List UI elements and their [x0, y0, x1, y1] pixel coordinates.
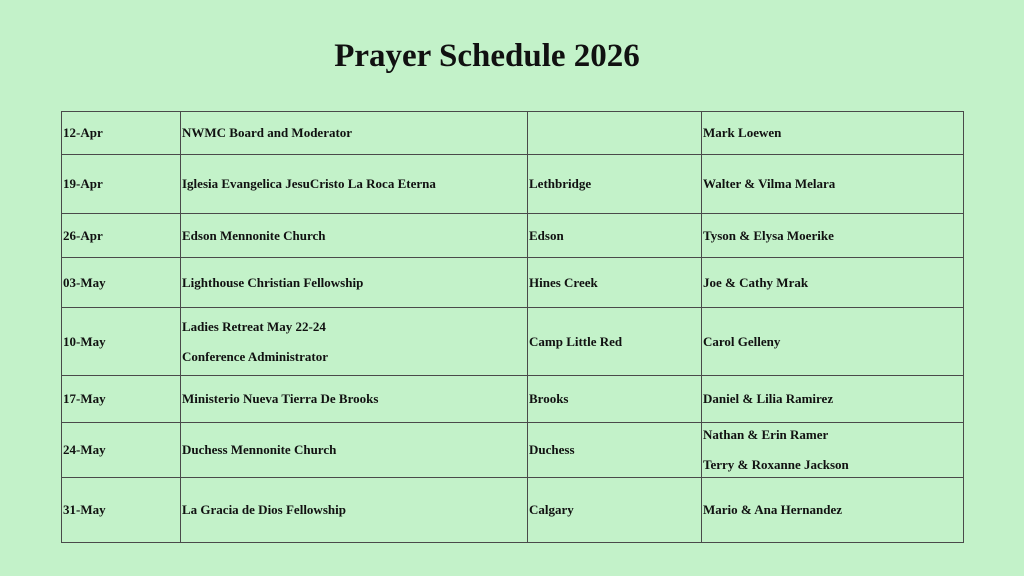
congregation-line: Conference Administrator	[182, 348, 328, 364]
table-row	[62, 423, 964, 478]
congregation-cell	[181, 308, 528, 376]
congregation-cell	[181, 214, 528, 258]
location-cell: Camp Little Red	[528, 308, 702, 376]
table-row	[62, 478, 964, 543]
table-row	[62, 308, 964, 376]
contact-line: Mark Loewen	[703, 125, 782, 140]
table-row	[62, 258, 964, 308]
date-cell: 24-May	[62, 423, 181, 478]
contact-cell	[702, 155, 964, 214]
location-cell: Brooks	[528, 376, 702, 423]
table-row	[62, 214, 964, 258]
contact-line: Carol Gelleny	[703, 333, 781, 349]
location-cell	[528, 112, 702, 155]
table-row	[62, 112, 964, 155]
table-row	[62, 155, 964, 214]
contact-line: Nathan & Erin Ramer	[703, 427, 829, 442]
date-cell: 10-May	[62, 308, 181, 376]
location-cell: Duchess	[528, 423, 702, 478]
contact-cell	[702, 214, 964, 258]
contact-line: Walter & Vilma Melara	[703, 176, 836, 191]
date-cell: 17-May	[62, 376, 181, 423]
contact-cell	[702, 258, 964, 308]
contact-line: Joe & Cathy Mrak	[703, 274, 809, 290]
congregation-line: Edson Mennonite Church	[182, 227, 326, 243]
congregation-line: Ministerio Nueva Tierra De Brooks	[182, 391, 379, 406]
date-cell: 26-Apr	[62, 214, 181, 258]
contact-line: Mario & Ana Hernandez	[703, 502, 843, 517]
congregation-cell	[181, 155, 528, 214]
location-cell: Lethbridge	[528, 155, 702, 214]
contact-line: Tyson & Elysa Moerike	[703, 227, 834, 243]
contact-cell	[702, 112, 964, 155]
congregation-line: Iglesia Evangelica JesuCristo La Roca Eterna	[182, 176, 436, 191]
congregation-cell	[181, 258, 528, 308]
congregation-cell	[181, 423, 528, 478]
contact-cell	[702, 376, 964, 423]
congregation-line: NWMC Board and Moderator	[182, 125, 353, 140]
date-cell: 12-Apr	[62, 112, 181, 155]
contact-cell	[702, 478, 964, 543]
page-title: Prayer Schedule 2026	[334, 38, 640, 74]
congregation-line: Duchess Mennonite Church	[182, 442, 337, 457]
contact-cell	[702, 308, 964, 376]
prayer-schedule-table	[61, 111, 964, 543]
congregation-line: Lighthouse Christian Fellowship	[182, 274, 364, 290]
date-cell: 03-May	[62, 258, 181, 308]
congregation-line: La Gracia de Dios Fellowship	[182, 502, 346, 517]
location-cell: Hines Creek	[528, 258, 702, 308]
congregation-cell	[181, 478, 528, 543]
table-row	[62, 376, 964, 423]
congregation-cell	[181, 112, 528, 155]
congregation-line: Ladies Retreat May 22-24	[182, 318, 326, 334]
location-cell: Edson	[528, 214, 702, 258]
contact-cell	[702, 423, 964, 478]
date-cell: 19-Apr	[62, 155, 181, 214]
date-cell: 31-May	[62, 478, 181, 543]
congregation-cell	[181, 376, 528, 423]
contact-line: Daniel & Lilia Ramirez	[703, 391, 834, 406]
location-cell: Calgary	[528, 478, 702, 543]
contact-line: Terry & Roxanne Jackson	[703, 457, 849, 472]
